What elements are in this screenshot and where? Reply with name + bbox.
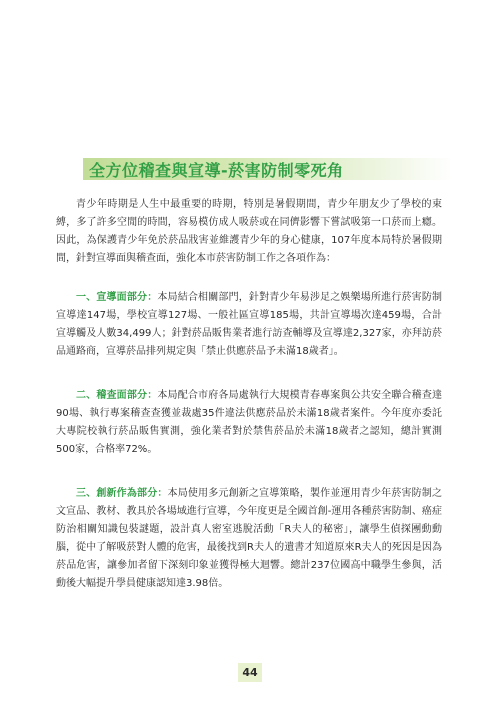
section-label: 三、創新作為部分： xyxy=(76,488,168,499)
section-paragraph-publicity xyxy=(56,289,442,361)
section-paragraph-inspection xyxy=(56,387,442,459)
heading-text: 全方位稽查與宣導-菸害防制零死角 xyxy=(89,160,344,180)
body-text xyxy=(56,196,442,593)
section-label: 二、稽查面部分： xyxy=(76,390,158,401)
section-text: 本局使用多元創新之宣導策略，製作並運用青少年菸害防制之文宣品、教材、教具於各場域進行宣導，今年度更是全國首創-運用各種菸害防制、癌症防治相關知識包裝謎題，設計真人密室逃脫活動「R夫人的秘密」，讓學生偵探團動動腦，從中了解吸菸對人體的危害，最後找到R夫人的遺書才知道原來R夫人的死因是因為菸品危害，讓參加者留下深刻印象並獲得極大迴響。總計237位國高中職學生參與，活動後大幅提升學員健康認知達3.98倍。 xyxy=(56,488,443,589)
section-label: 一、宣導面部分： xyxy=(76,292,158,303)
section-heading xyxy=(83,158,453,180)
section-text: 本局配合市府各局處執行大規模青春專案與公共安全聯合稽查達90場、執行專案稽查查獲並裁處35件違法供應菸品於未滿18歲者案件。今年度亦委託大專院校執行菸品販售實測，強化業者對於禁售菸品於未滿18歲者之認知，總計實測500家，合格率72%。 xyxy=(56,390,443,455)
page-number: 44 xyxy=(238,663,262,682)
intro-paragraph: 青少年時期是人生中最重要的時期，特別是暑假期間，青少年朋友少了學校的束縛，多了許多空閒的時間，容易模仿成人吸菸或在同儕影響下嘗試吸第一口菸而上癮。因此，為保護青少年免於菸品戕害並維護青少年的身心健康，107年度本局特於暑假期間，針對宣導面與稽查面，強化本市菸害防制工作之各項作為： xyxy=(56,199,442,264)
section-text: 本局結合相關部門，針對青少年易涉足之娛樂場所進行菸害防制宣導達147場，學校宣導127場、一般社區宣導185場，共計宣導場次達459場，合計宣導觸及人數34,499人；針對菸品販售業者進行訪查輔導及宣導達2,327家，亦拜訪菸品通路商，宣導菸品排列規定與「禁止供應菸品予未滿18歲者」。 xyxy=(56,292,443,357)
section-paragraph-innovation xyxy=(56,485,442,593)
